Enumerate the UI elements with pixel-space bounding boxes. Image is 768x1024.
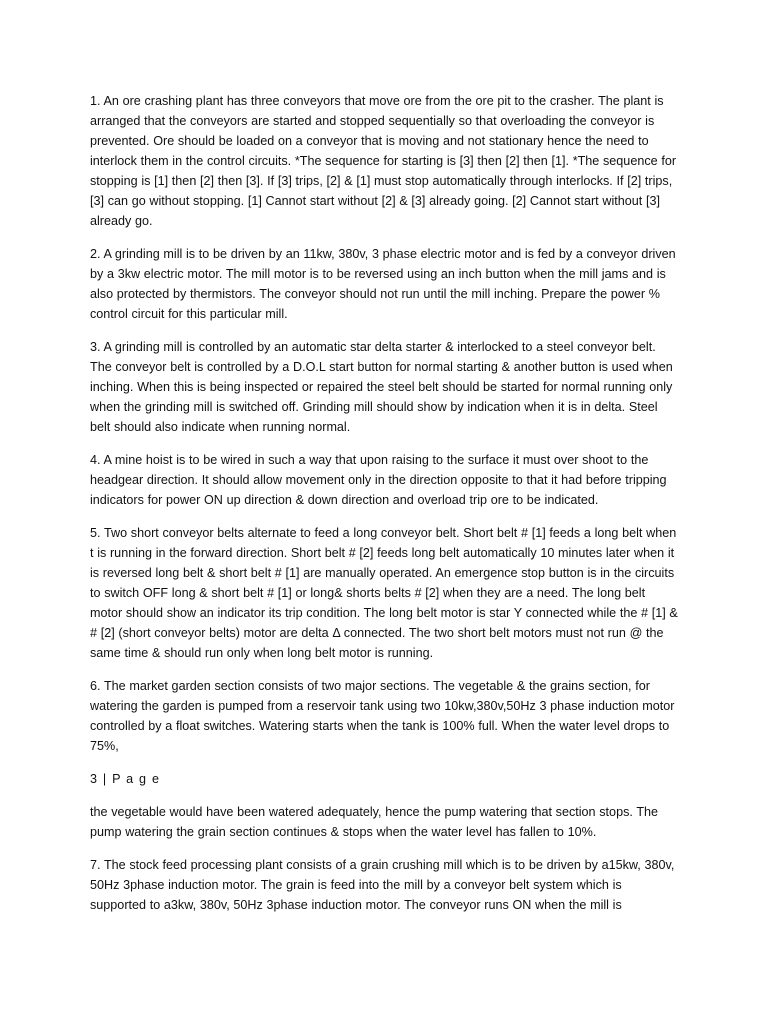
paragraph-1: 1. An ore crashing plant has three conveyors that move ore from the ore pit to the crasher. The plant is arranged that the conveyors are started and stopped sequentially so that overloading the conveyor is prevented. Ore should be loaded on a conveyor that is moving and not stationary hence the need to interlock them in the control circuits. *The sequence for starting is [3] then [2] then [1]. *The sequence for stopping is [1] then [2] then [3]. If [3] trips, [2] & [1] must stop automatically through interlocks. If [2] trips, [3] can go without stopping. [1] Cannot start without [2] & [3] already going. [2] Cannot start without [3] already go.	[90, 94, 677, 228]
paragraph-7: 7. The stock feed processing plant consists of a grain crushing mill which is to be driven by a15kw, 380v, 50Hz 3phase induction motor. The grain is feed into the mill by a conveyor belt system which is supported to a3kw, 380v, 50Hz 3phase induction motor. The conveyor runs ON when the mill is	[90, 858, 675, 912]
document-body	[90, 91, 680, 928]
paragraph-6-continued: the vegetable would have been watered adequately, hence the pump watering that section stops. The pump watering the grain section continues & stops when the water level has fallen to 10%.	[90, 805, 659, 839]
paragraph-3: 3. A grinding mill is controlled by an automatic star delta starter & interlocked to a steel conveyor belt. The conveyor belt is controlled by a D.O.L start button for normal starting & another button is used when inching. When this is being inspected or repaired the steel belt should be started for normal running only when the grinding mill is switched off. Grinding mill should show by indication when it is in delta. Steel belt should also indicate when running normal.	[90, 340, 673, 434]
page-number-footer: 3 | P a g e	[90, 772, 161, 786]
paragraph-5: 5. Two short conveyor belts alternate to feed a long conveyor belt. Short belt # [1] feeds a long belt when t is running in the forward direction. Short belt # [2] feeds long belt automatically 10 minutes later when it is reversed long belt & short belt # [1] are manually operated. An emergence stop button is in the circuits to switch OFF long & short belt # [1] or long& shorts belts # [2] when they are a need. The long belt motor should show an indicator its trip condition. The long belt motor is star Y connected while the # [1] & # [2] (short conveyor belts) motor are delta Δ connected. The two short belt motors must not run @ the same time & should run only when long belt motor is running.	[90, 526, 678, 660]
paragraph-6: 6. The market garden section consists of two major sections. The vegetable & the grains section, for watering the garden is pumped from a reservoir tank using two 10kw,380v,50Hz 3 phase induction motor controlled by a float switches. Watering starts when the tank is 100% full. When the water level drops to 75%,	[90, 679, 675, 753]
paragraph-4: 4. A mine hoist is to be wired in such a way that upon raising to the surface it must over shoot to the headgear direction. It should allow movement only in the direction opposite to that it had before tripping indicators for power ON up direction & down direction and overload trip ore to be indicated.	[90, 453, 667, 507]
paragraph-2: 2. A grinding mill is to be driven by an 11kw, 380v, 3 phase electric motor and is fed by a conveyor driven by a 3kw electric motor. The mill motor is to be reversed using an inch button when the mill jams and is also protected by thermistors. The conveyor should not run until the mill inching. Prepare the power % control circuit for this particular mill.	[90, 247, 676, 321]
